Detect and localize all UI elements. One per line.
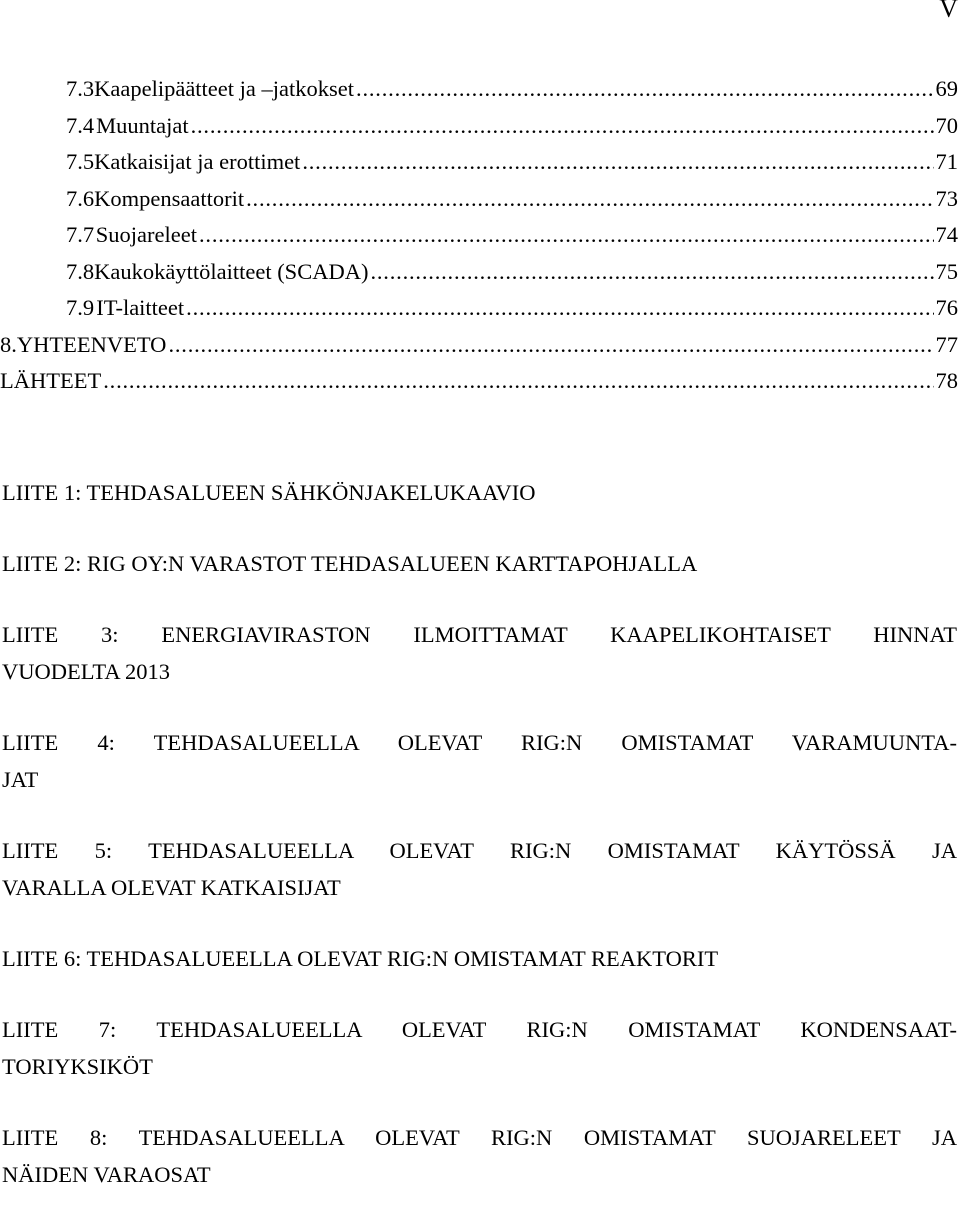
appendix-line: NÄIDEN VARAOSAT (2, 1162, 211, 1187)
toc-entry[interactable] (0, 147, 958, 184)
toc-entry-page: 74 (935, 222, 958, 247)
appendix-line: LIITE 6: TEHDASALUEELLA OLEVAT RIG:N OMISTAMAT REAKTORIT (2, 946, 719, 971)
toc-entry-page: 77 (935, 331, 958, 357)
toc-entry-number: 8. (0, 331, 17, 357)
toc-entry-number: 7.8 (66, 258, 95, 284)
toc-dot-leader (191, 111, 934, 141)
toc-dot-leader (199, 220, 934, 250)
toc-entry-page: 70 (935, 112, 958, 138)
toc-entry-title: Muuntajat (96, 112, 189, 138)
toc-dot-leader (302, 147, 933, 177)
toc-entry-number: 7.7 (66, 222, 95, 247)
toc-entry[interactable] (0, 111, 958, 148)
toc-entry-number: 7.5 (66, 149, 95, 174)
toc-dot-leader (168, 330, 933, 360)
toc-entry[interactable] (0, 220, 958, 257)
appendix-item (2, 724, 957, 798)
toc-dot-leader (356, 74, 933, 104)
appendix-line: LIITE 2: RIG OY:N VARASTOT TEHDASALUEEN KARTTAPOHJALLA (2, 551, 698, 576)
appendix-line: VARALLA OLEVAT KATKAISIJAT (2, 875, 341, 900)
toc-entry[interactable] (0, 257, 958, 294)
table-of-contents (0, 74, 958, 403)
toc-entry-title: Kaapelipäätteet ja –jatkokset (94, 76, 355, 101)
toc-entry-title: Suojareleet (95, 222, 197, 247)
toc-entry[interactable] (0, 184, 958, 221)
page-number: V (939, 0, 958, 23)
appendix-line: LIITE 4: TEHDASALUEELLA OLEVAT RIG:N OMISTAMAT VARAMUUNTA- (2, 730, 957, 755)
toc-entry-title: Katkaisijat ja erottimet (94, 149, 301, 174)
appendix-line: LIITE 1: TEHDASALUEEN SÄHKÖNJAKELUKAAVIO (2, 480, 536, 505)
toc-entry-title: YHTEENVETO (16, 331, 167, 357)
appendix-item (2, 474, 957, 511)
appendix-line: LIITE 7: TEHDASALUEELLA OLEVAT RIG:N OMISTAMAT KONDENSAAT- (2, 1017, 957, 1042)
appendix-line: VUODELTA 2013 (2, 659, 170, 684)
toc-dot-leader (186, 293, 933, 323)
appendix-list (2, 474, 957, 1227)
toc-entry-page: 69 (935, 76, 958, 101)
toc-entry[interactable] (0, 330, 958, 367)
appendix-line: LIITE 8: TEHDASALUEELLA OLEVAT RIG:N OMISTAMAT SUOJARELEET JA (2, 1125, 957, 1150)
toc-entry-page: 71 (935, 149, 958, 174)
appendix-item (2, 832, 957, 906)
toc-entry-title: IT-laitteet (96, 295, 185, 320)
toc-entry-number: 7.6 (66, 185, 95, 211)
toc-entry-page: 73 (935, 185, 958, 211)
toc-entry-title: Kompensaattorit (94, 185, 245, 211)
toc-entry[interactable] (0, 366, 958, 403)
toc-entry-number: 7.9 (66, 295, 95, 320)
toc-dot-leader (103, 366, 933, 396)
appendix-line: LIITE 5: TEHDASALUEELLA OLEVAT RIG:N OMISTAMAT KÄYTÖSSÄ JA (2, 838, 957, 863)
toc-entry-number: 7.3 (66, 76, 95, 101)
toc-entry-title: LÄHTEET (0, 368, 102, 393)
toc-entry-page: 75 (935, 258, 958, 284)
appendix-item (2, 1011, 957, 1085)
toc-entry-page: 78 (935, 368, 958, 393)
toc-entry-number: 7.4 (66, 112, 95, 138)
appendix-item (2, 1119, 957, 1193)
appendix-item (2, 616, 957, 690)
appendix-item (2, 940, 957, 977)
toc-entry-page: 76 (935, 295, 958, 320)
toc-dot-leader (370, 257, 933, 287)
appendix-line: JAT (2, 767, 39, 792)
appendix-line: LIITE 3: ENERGIAVIRASTON ILMOITTAMAT KAAPELIKOHTAISET HINNAT (2, 622, 957, 647)
toc-entry-title: Kaukokäyttölaitteet (SCADA) (94, 258, 369, 284)
appendix-line: TORIYKSIKÖT (2, 1054, 153, 1079)
toc-entry[interactable] (0, 293, 958, 330)
appendix-item (2, 545, 957, 582)
toc-dot-leader (246, 184, 933, 214)
toc-entry[interactable] (0, 74, 958, 111)
